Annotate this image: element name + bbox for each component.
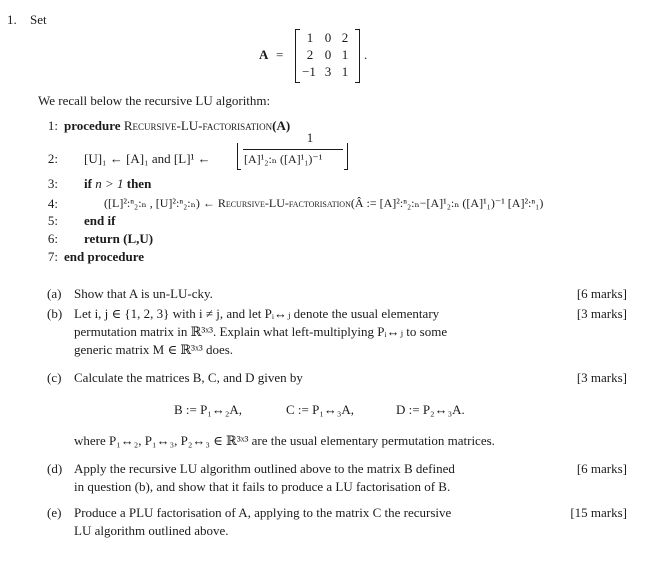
part-b-line-1: Let i, j ∈ {1, 2, 3} with i ≠ j, and let Pᵢ↔ⱼ denote the usual elementary — [74, 306, 440, 321]
algo-line-5: end if — [84, 213, 116, 228]
part-d-line-2: in question (b), and show that it fails to produce a LU factorisation of B. — [74, 479, 451, 494]
matrix-cell: 0 — [324, 30, 332, 45]
fraction-bar — [243, 149, 343, 150]
question-number: 1. — [7, 12, 17, 27]
equation-c: C := P₁↔₃A, — [286, 402, 355, 417]
matrix-equals: = — [276, 47, 284, 62]
return-value: (L,U) — [123, 231, 154, 246]
algo-line-6 — [84, 231, 153, 247]
procedure-arg: (A) — [272, 118, 291, 133]
matrix-label: A — [259, 47, 269, 62]
part-b-marks: [3 marks] — [576, 306, 627, 321]
line-number: 3: — [47, 176, 58, 191]
algo-line-2: [U]₁ ← [A]₁ and [L]¹ ← — [84, 151, 211, 166]
part-a-label: (a) — [47, 286, 62, 301]
part-e-line-1: Produce a PLU factorisation of A, applying to the matrix C the recursive — [74, 505, 452, 520]
procedure-name: Recursive-LU-factorisation — [217, 196, 351, 210]
question-title: Set — [30, 12, 47, 27]
matrix-cell: 1 — [306, 30, 314, 45]
part-b-label: (b) — [47, 306, 63, 321]
line-number: 7: — [47, 249, 58, 264]
algo-line-1 — [64, 118, 290, 134]
part-c-text: Calculate the matrices B, C, and D given by — [74, 370, 303, 385]
matrix-cell: 0 — [324, 47, 332, 62]
part-d-marks: [6 marks] — [576, 461, 627, 476]
right-bracket — [355, 29, 360, 83]
line-number: 2: — [47, 151, 58, 166]
part-c-marks: [3 marks] — [576, 370, 627, 385]
matrix-cell: 1 — [341, 47, 349, 62]
condition: n > 1 — [95, 176, 124, 191]
algo-line-7: end procedure — [64, 249, 145, 264]
part-d-label: (d) — [47, 461, 63, 476]
part-e-marks: [15 marks] — [570, 505, 627, 520]
matrix-end: . — [364, 47, 368, 62]
line-number: 5: — [47, 213, 58, 228]
matrix-cell: 2 — [306, 47, 314, 62]
fraction-denominator: [A]¹₂:ₙ ([A]¹₁)⁻¹ — [244, 152, 323, 166]
algo-line-3 — [84, 176, 151, 192]
equation-b: B := P₁↔₂A, — [174, 402, 243, 417]
procedure-name: Recursive-LU-factorisation — [123, 118, 273, 133]
equation-d: D := P₂↔₃A. — [396, 402, 465, 417]
matrix-cell: 1 — [341, 64, 349, 79]
floor-bracket-left — [237, 143, 241, 170]
matrix-cell: −1 — [302, 64, 316, 79]
line-number: 1: — [47, 118, 58, 133]
fraction-numerator: 1 — [306, 130, 314, 145]
part-c-label: (c) — [47, 370, 62, 385]
part-a-text: Show that A is un-LU-cky. — [74, 286, 213, 301]
recursive-lhs: ([L]²:ⁿ₂:ₙ , [U]²:ⁿ₂:ₙ) ← — [104, 196, 215, 210]
line-number: 4: — [47, 196, 58, 211]
part-c-where: where P₁↔₂, P₁↔₃, P₂↔₃ ∈ ℝ³ˣ³ are the usual elementary permutation matrices. — [74, 433, 495, 448]
keyword: if — [84, 176, 92, 191]
matrix-cell: 3 — [324, 64, 332, 79]
keyword: then — [126, 176, 152, 191]
keyword: return — [84, 231, 120, 246]
line-number: 6: — [47, 231, 58, 246]
part-e-line-2: LU algorithm outlined above. — [74, 523, 229, 538]
part-b-line-3: generic matrix M ∈ ℝ³ˣ³ does. — [74, 342, 234, 357]
part-a-marks: [6 marks] — [576, 286, 627, 301]
recursive-arg: (Â := [A]²:ⁿ₂:ₙ−[A]¹₂:ₙ ([A]¹₁)⁻¹ [A]²:ⁿ₁) — [350, 196, 544, 210]
part-d-line-1: Apply the recursive LU algorithm outlined above to the matrix B defined — [74, 461, 455, 476]
algo-line-4 — [104, 196, 543, 211]
matrix-cell: 2 — [341, 30, 349, 45]
keyword: procedure — [64, 118, 121, 133]
part-b-line-2: permutation matrix in ℝ³ˣ³. Explain what left-multiplying Pᵢ↔ⱼ to some — [74, 324, 448, 339]
floor-bracket-right — [344, 143, 348, 170]
intro-text: We recall below the recursive LU algorithm: — [38, 93, 271, 108]
part-e-label: (e) — [47, 505, 62, 520]
